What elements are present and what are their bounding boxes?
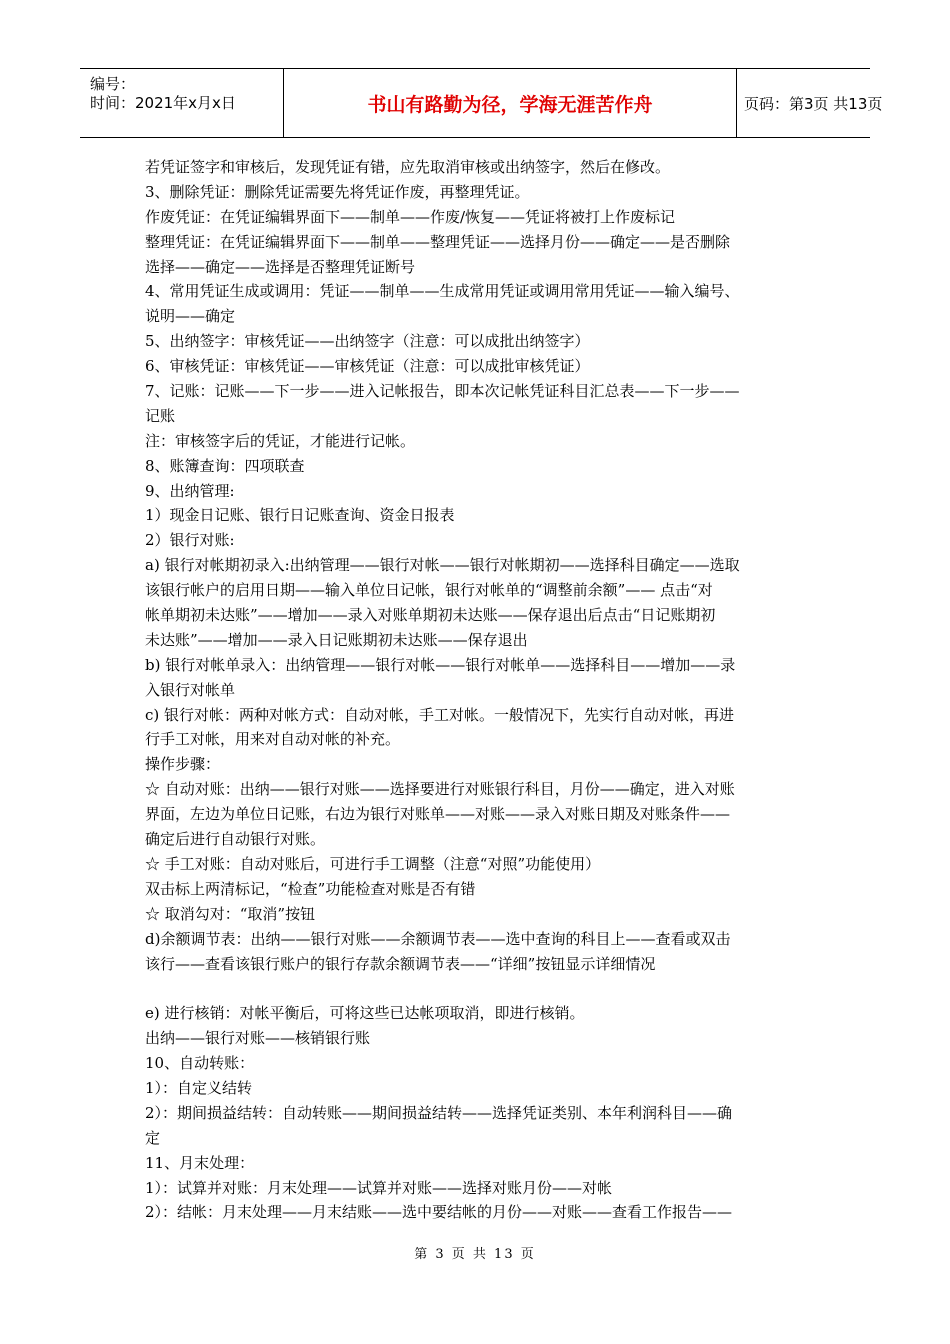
body-line: 帐单期初未达账”——增加——录入对账单期初未达账——保存退出后点击“日记账期初 bbox=[145, 606, 716, 625]
body-line: 行手工对帐，用来对自动对帐的补充。 bbox=[145, 730, 401, 749]
body-line: ☆ 自动对账：出纳——银行对账——选择要进行对账银行科目，月份——确定，进入对账 bbox=[145, 780, 735, 799]
body-line: 注：审核签字后的凭证，才能进行记帐。 bbox=[145, 431, 416, 450]
document-body bbox=[145, 155, 810, 1225]
body-line: 出纳——银行对账——核销银行账 bbox=[145, 1029, 371, 1048]
body-line: 该银行帐户的启用日期——输入单位日记帐，银行对帐单的“调整前余额”—— 点击“对 bbox=[145, 581, 713, 600]
body-line: 1）：自定义结转 bbox=[145, 1078, 253, 1097]
body-line: 9、出纳管理: bbox=[145, 481, 235, 500]
body-line: 界面，左边为单位日记账，右边为银行对账单——对账——录入对账日期及对账条件—— bbox=[145, 805, 731, 824]
body-line: 作废凭证：在凭证编辑界面下——制单——作废/恢复——凭证将被打上作废标记 bbox=[145, 207, 676, 226]
body-line: 5、出纳签字：审核凭证——出纳签字（注意：可以成批出纳签字） bbox=[145, 332, 590, 351]
header-page-info: 页码：第3页 共13页 bbox=[744, 94, 883, 113]
body-line: 4、常用凭证生成或调用：凭证——制单——生成常用凭证或调用常用凭证——输入编号、 bbox=[145, 282, 740, 301]
body-line: 说明——确定 bbox=[145, 307, 236, 326]
body-line: 8、账簿查询：四项联查 bbox=[145, 456, 305, 475]
body-line: 整理凭证：在凭证编辑界面下——制单——整理凭证——选择月份——确定——是否删除 bbox=[145, 232, 731, 251]
body-line: ☆ 手工对账：自动对账后，可进行手工调整（注意“对照”功能使用） bbox=[145, 854, 601, 873]
body-line: 2）：结帐：月末处理——月末结账——选中要结帐的月份——对账——查看工作报告—— bbox=[145, 1203, 733, 1222]
body-line: 双击标上两清标记，“检查”功能检查对账是否有错 bbox=[145, 879, 476, 898]
body-line: 确定后进行自动银行对账。 bbox=[145, 830, 326, 849]
body-line: 该行——查看该银行账户的银行存款余额调节表——“详细”按钮显示详细情况 bbox=[145, 954, 656, 973]
body-line: 记账 bbox=[145, 406, 176, 425]
body-line: 2）银行对账: bbox=[145, 531, 235, 550]
body-line: 7、记账：记账——下一步——进入记帐报告，即本次记帐凭证科目汇总表——下一步—— bbox=[145, 382, 740, 401]
body-line: 2）：期间损益结转：自动转账——期间损益结转——选择凭证类别、本年利润科目——确 bbox=[145, 1103, 733, 1122]
body-line: 定 bbox=[145, 1128, 161, 1147]
body-line: 3、删除凭证：删除凭证需要先将凭证作废，再整理凭证。 bbox=[145, 182, 530, 201]
body-line: 1）现金日记账、银行日记账查询、资金日报表 bbox=[145, 506, 455, 525]
body-line: e) 进行核销：对帐平衡后，可将这些已达帐项取消，即进行核销。 bbox=[145, 1004, 585, 1023]
body-line: 10、自动转账： bbox=[145, 1054, 255, 1073]
body-line: 若凭证签字和审核后，发现凭证有错，应先取消审核或出纳签字，然后在修改。 bbox=[145, 158, 671, 176]
body-line: 6、审核凭证：审核凭证——审核凭证（注意：可以成批审核凭证） bbox=[145, 357, 590, 376]
body-line: c) 银行对帐：两种对帐方式：自动对帐，手工对帐。一般情况下，先实行自动对帐，再进 bbox=[145, 705, 735, 724]
document-number-label: 编号： bbox=[90, 75, 136, 93]
page-footer: 第 3 页 共 13 页 bbox=[414, 1247, 536, 1262]
body-line: 选择——确定——选择是否整理凭证断号 bbox=[145, 257, 416, 276]
page-header bbox=[80, 68, 883, 138]
body-line: a) 银行对帐期初录入:出纳管理——银行对帐——银行对帐期初——选择科目确定——选取 bbox=[145, 556, 740, 575]
body-line: d)余额调节表：出纳——银行对账——余额调节表——选中查询的科目上——查看或双击 bbox=[145, 929, 731, 948]
body-line bbox=[145, 976, 810, 1001]
body-line: 入银行对帐单 bbox=[145, 680, 236, 699]
document-date: 时间：2021年x月x日 bbox=[90, 94, 236, 112]
header-motto: 书山有路勤为径，学海无涯苦作舟 bbox=[283, 69, 737, 137]
header-meta bbox=[80, 69, 283, 137]
body-line: 操作步骤： bbox=[145, 755, 221, 774]
body-line: 11、月末处理： bbox=[145, 1153, 255, 1172]
body-line: 未达账”——增加——录入日记账期初未达账——保存退出 bbox=[145, 630, 528, 649]
body-line: b) 银行对帐单录入：出纳管理——银行对帐——银行对帐单——选择科目——增加——录 bbox=[145, 655, 736, 674]
body-line: ☆ 取消勾对：“取消”按钮 bbox=[145, 904, 316, 923]
body-line: 1）：试算并对账：月末处理——试算并对账——选择对账月份——对帐 bbox=[145, 1178, 613, 1197]
